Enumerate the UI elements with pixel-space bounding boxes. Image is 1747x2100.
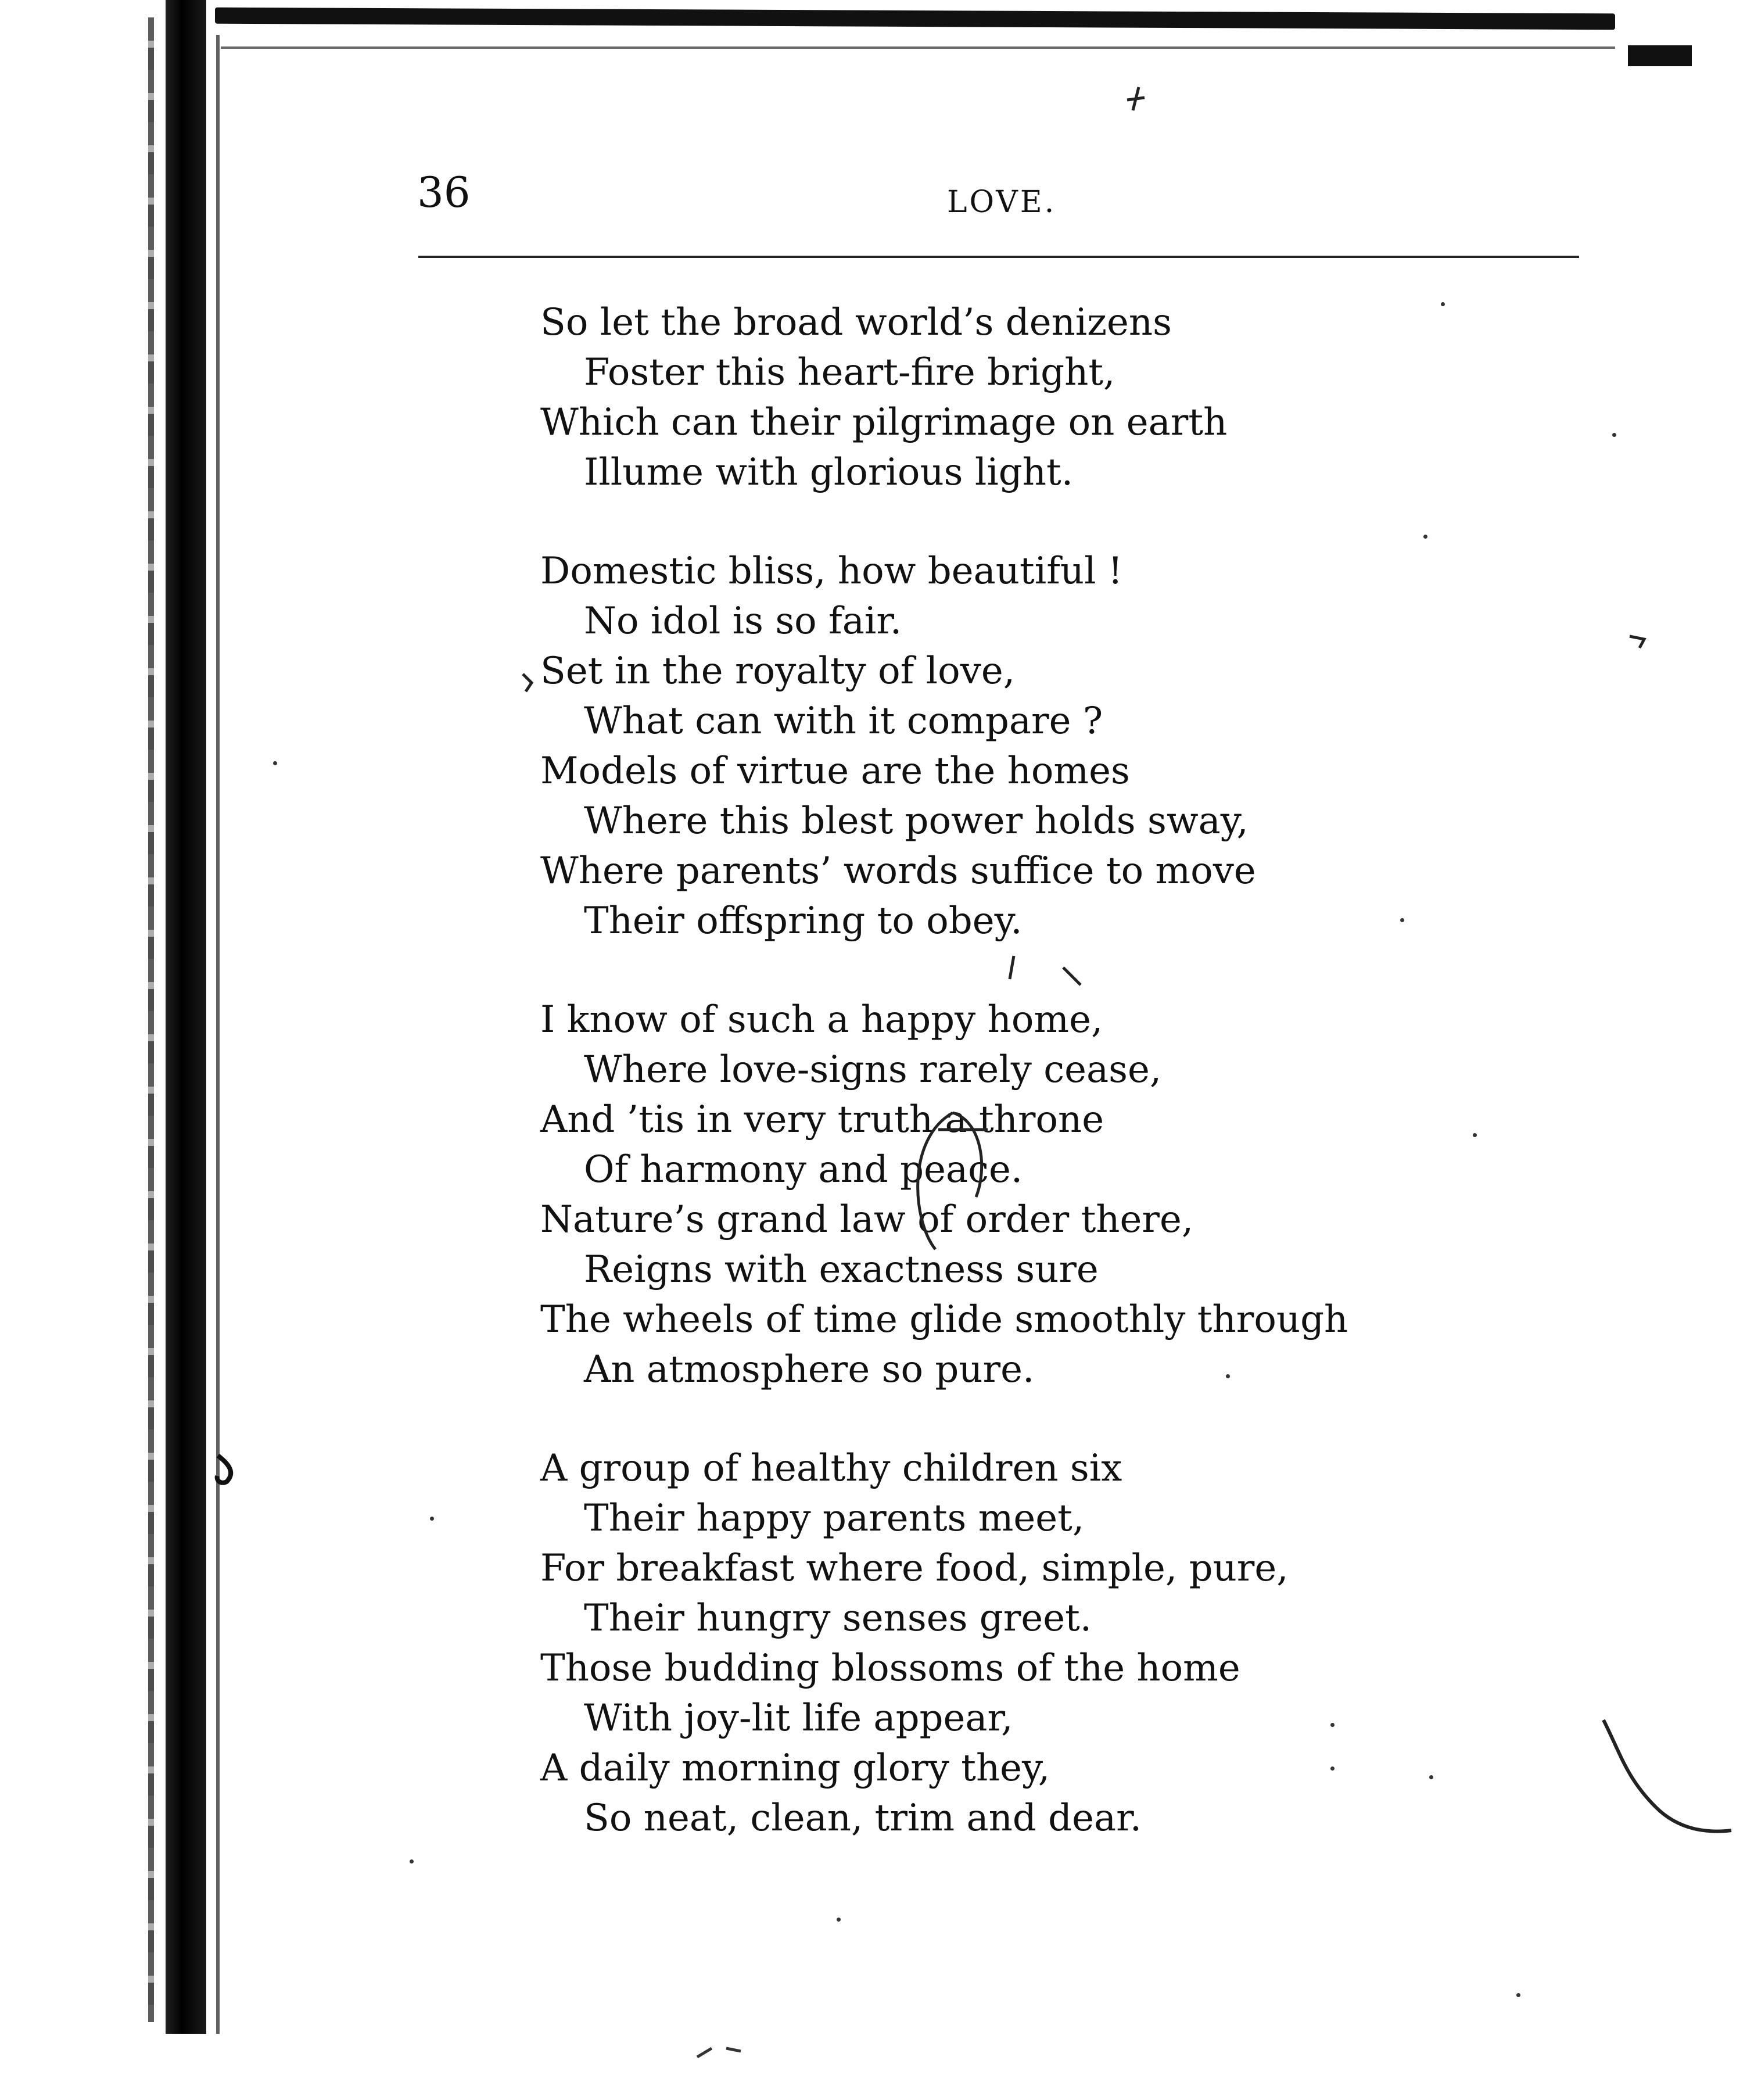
slash-mark-2 xyxy=(1063,967,1081,985)
poem-line: So neat, clean, trim and dear. xyxy=(584,1797,1142,1840)
ink-speck xyxy=(1330,1766,1335,1771)
ink-speck xyxy=(273,761,277,765)
ink-speck xyxy=(1473,1133,1477,1137)
caret-mark xyxy=(523,674,532,691)
poem-line: So let the broad world’s denizens xyxy=(540,301,1172,344)
ink-speck xyxy=(1423,535,1427,539)
scribble-mark-bottom xyxy=(697,2048,741,2057)
ink-speck xyxy=(430,1517,434,1521)
ink-speck xyxy=(1612,433,1616,437)
ink-speck xyxy=(1516,1993,1520,1997)
poem-line: Their happy parents meet, xyxy=(584,1497,1085,1540)
poem-line: Of harmony and peace. xyxy=(584,1148,1023,1191)
poem-line: What can with it compare ? xyxy=(584,700,1103,743)
poem-line: Foster this heart-fire bright, xyxy=(584,351,1115,394)
poem-line: No idol is so fair. xyxy=(584,600,902,643)
ink-speck xyxy=(837,1918,841,1922)
poem-line: Their offspring to obey. xyxy=(584,900,1023,943)
poem-line: Their hungry senses greet. xyxy=(584,1597,1092,1640)
poem-line: An atmosphere so pure. xyxy=(584,1348,1035,1391)
running-head: LOVE. xyxy=(947,185,1057,220)
poem-line: Reigns with exactness sure xyxy=(584,1248,1099,1291)
curve-mark-right xyxy=(1603,1720,1731,1832)
slash-mark-1 xyxy=(1010,956,1014,979)
correction-loop-mark xyxy=(918,1113,982,1249)
page-number: 36 xyxy=(417,168,471,217)
tick-mark-right xyxy=(1630,636,1644,648)
poem-line: Where this blest power holds sway, xyxy=(584,800,1249,843)
ink-speck xyxy=(1441,302,1445,306)
hook-mark-left xyxy=(217,1456,231,1483)
poem-line: Models of virtue are the homes xyxy=(540,750,1130,793)
poem-line: The wheels of time glide smoothly through xyxy=(540,1298,1348,1341)
poem-line: Set in the royalty of love, xyxy=(540,650,1016,693)
tick-mark-top xyxy=(1127,87,1145,110)
ink-speck xyxy=(1226,1374,1230,1378)
poem-line: For breakfast where food, simple, pure, xyxy=(540,1547,1289,1590)
poem-line: Domestic bliss, how beautiful ! xyxy=(540,550,1123,593)
poem-line: With joy-lit life appear, xyxy=(584,1697,1013,1740)
poem-line: A daily morning glory they, xyxy=(540,1747,1050,1790)
poem-line: A group of healthy children six xyxy=(540,1447,1122,1490)
poem-line: Nature’s grand law of order there, xyxy=(540,1198,1194,1241)
ink-speck xyxy=(1330,1723,1335,1727)
poem-line: Where parents’ words suffice to move xyxy=(540,850,1256,893)
ink-speck xyxy=(1429,1775,1433,1779)
ink-speck xyxy=(410,1859,414,1864)
poem-line: Where love-signs rarely cease, xyxy=(584,1048,1162,1091)
poem-line: Illume with glorious light. xyxy=(584,451,1074,494)
poem-line: Those budding blossoms of the home xyxy=(540,1647,1240,1690)
poem-line: And ’tis in very truth a throne xyxy=(540,1098,1104,1141)
ink-speck xyxy=(1400,918,1404,922)
poem-line: I know of such a happy home, xyxy=(540,998,1103,1041)
poem-line: Which can their pilgrimage on earth xyxy=(540,401,1228,444)
